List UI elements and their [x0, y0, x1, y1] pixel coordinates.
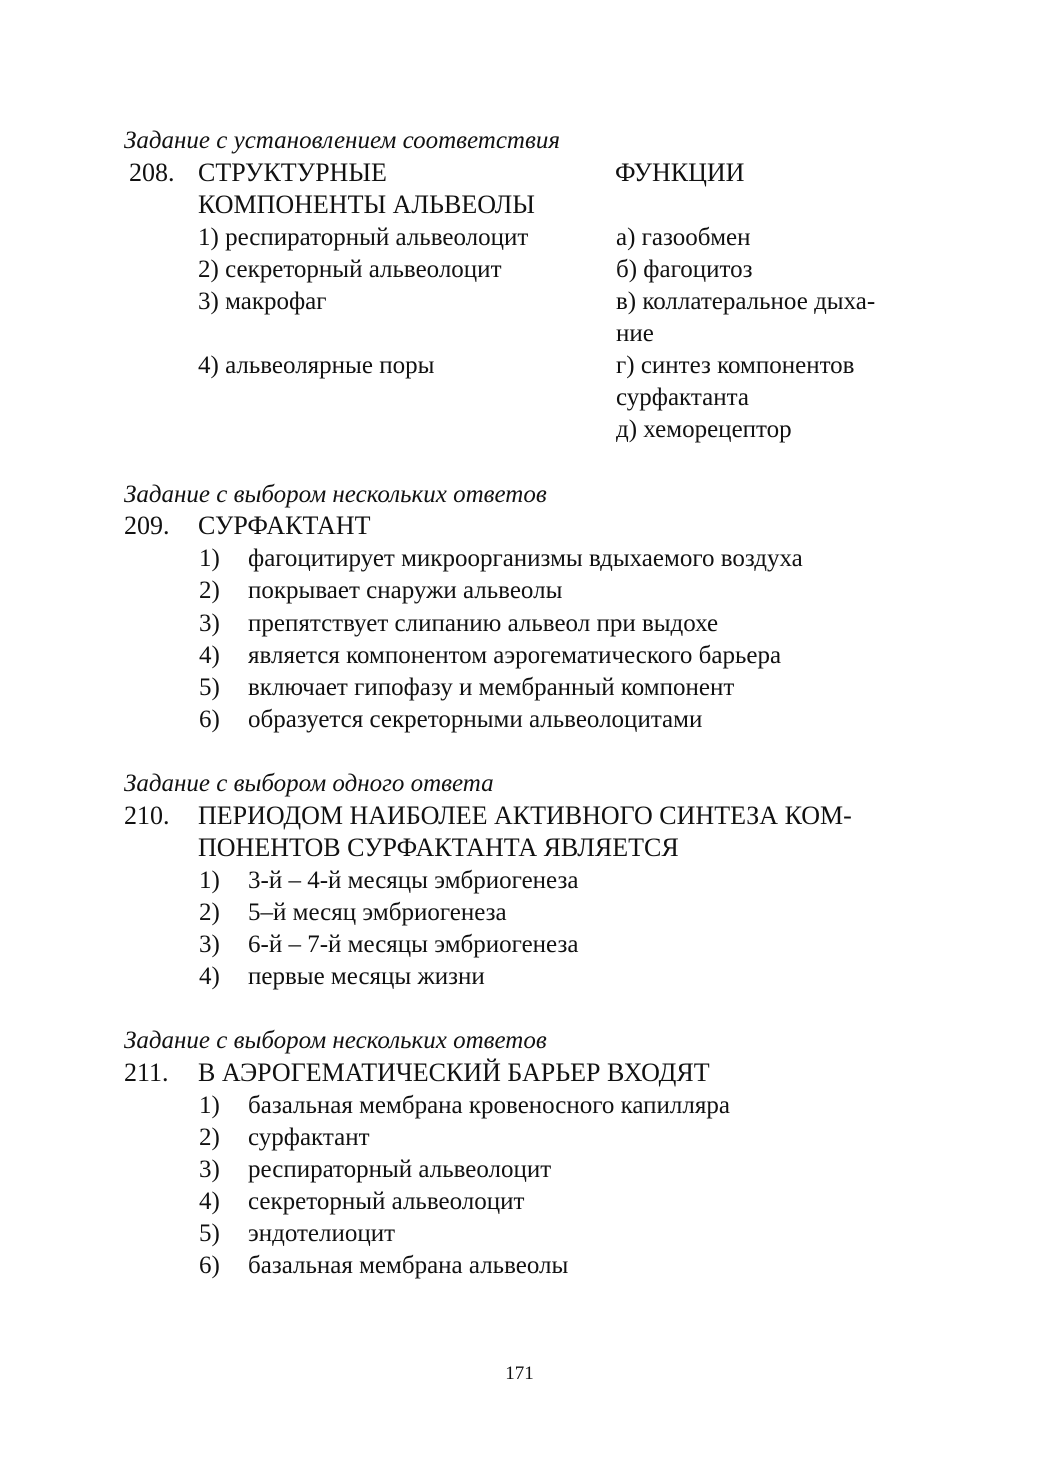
- option-text: покрывает снаружи альвеолы: [248, 577, 563, 604]
- option-number: 3): [199, 610, 220, 637]
- task-type-label: Задание с выбором нескольких ответов: [124, 1027, 547, 1054]
- option-number: 3): [199, 1156, 220, 1183]
- option-text: базальная мембрана кровеносного капилляра: [248, 1092, 730, 1119]
- option-text: препятствует слипанию альвеол при выдохе: [248, 610, 719, 637]
- page-number: 171: [505, 1363, 534, 1384]
- option-number: 2): [199, 1124, 220, 1151]
- option-number: 6): [199, 1252, 220, 1279]
- question-number: 210.: [124, 801, 170, 830]
- option-text: респираторный альвеолоцит: [248, 1156, 552, 1183]
- column-header-structures-cont: КОМПОНЕНТЫ АЛЬВЕОЛЫ: [198, 190, 535, 219]
- option-text: эндотелиоцит: [248, 1220, 396, 1247]
- option-number: 4): [199, 1188, 220, 1215]
- option-number: 1): [199, 1092, 220, 1119]
- question-number: 211.: [124, 1058, 169, 1087]
- option-text: 6-й – 7-й месяцы эмбриогенеза: [248, 931, 579, 958]
- match-right-item-cont: ние: [616, 320, 654, 347]
- task-type-label: Задание с выбором нескольких ответов: [124, 481, 547, 508]
- option-number: 5): [199, 1220, 220, 1247]
- option-number: 4): [199, 642, 220, 669]
- task-type-label: Задание с установлением соответствия: [124, 127, 560, 154]
- option-number: 6): [199, 706, 220, 733]
- match-right-item: б) фагоцитоз: [616, 256, 753, 283]
- option-text: включает гипофазу и мембранный компонент: [248, 674, 735, 701]
- match-left-item: 2) секреторный альвеолоцит: [198, 256, 502, 283]
- option-text: является компонентом аэрогематического барьера: [248, 642, 782, 669]
- question-number: 209.: [124, 511, 170, 540]
- match-right-item: а) газообмен: [616, 224, 751, 251]
- match-right-item: д) хеморецептор: [616, 416, 792, 443]
- option-text: базальная мембрана альвеолы: [248, 1252, 569, 1279]
- match-right-item: в) коллатеральное дыха-: [616, 288, 876, 315]
- match-left-item: 4) альвеолярные поры: [198, 352, 435, 379]
- option-text: секреторный альвеолоцит: [248, 1188, 525, 1215]
- option-text: фагоцитирует микроорганизмы вдыхаемого воздуха: [248, 545, 803, 572]
- option-text: образуется секреторными альвеолоцитами: [248, 706, 703, 733]
- match-left-item: 3) макрофаг: [198, 288, 327, 315]
- match-right-item-cont: сурфактанта: [616, 384, 749, 411]
- question-number: 208.: [129, 158, 175, 187]
- column-header-functions: ФУНКЦИИ: [615, 158, 745, 187]
- option-text: 5–й месяц эмбриогенеза: [248, 899, 507, 926]
- task-type-label: Задание с выбором одного ответа: [124, 770, 494, 797]
- question-stem: ПЕРИОДОМ НАИБОЛЕЕ АКТИВНОГО СИНТЕЗА КОМ-: [198, 801, 852, 830]
- option-number: 1): [199, 545, 220, 572]
- match-right-item: г) синтез компонентов: [616, 352, 855, 379]
- match-left-item: 1) респираторный альвеолоцит: [198, 224, 529, 251]
- question-stem: СУРФАКТАНТ: [198, 511, 371, 540]
- option-number: 2): [199, 899, 220, 926]
- question-stem: В АЭРОГЕМАТИЧЕСКИЙ БАРЬЕР ВХОДЯТ: [198, 1058, 710, 1087]
- option-number: 4): [199, 963, 220, 990]
- option-text: первые месяцы жизни: [248, 963, 485, 990]
- option-number: 1): [199, 867, 220, 894]
- column-header-structures: СТРУКТУРНЫЕ: [198, 158, 387, 187]
- option-number: 3): [199, 931, 220, 958]
- option-text: 3-й – 4-й месяцы эмбриогенеза: [248, 867, 579, 894]
- option-text: сурфактант: [248, 1124, 370, 1151]
- question-stem-cont: ПОНЕНТОВ СУРФАКТАНТА ЯВЛЯЕТСЯ: [198, 833, 679, 862]
- option-number: 5): [199, 674, 220, 701]
- option-number: 2): [199, 577, 220, 604]
